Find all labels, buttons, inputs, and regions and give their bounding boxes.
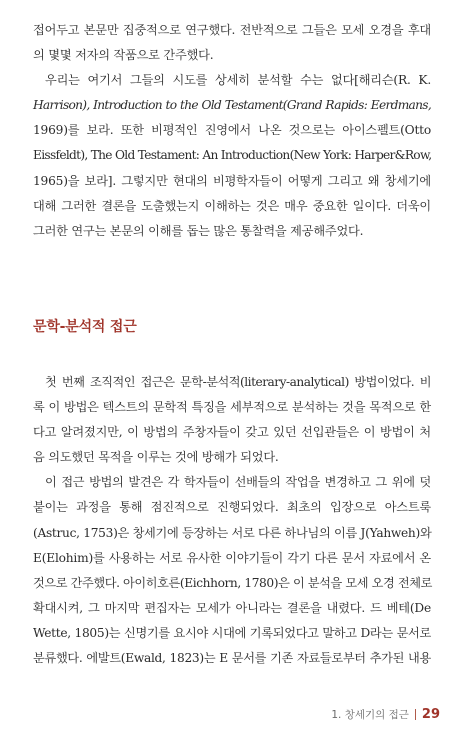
text-line: 이 접근 방법의 발견은 각 학자들이 선배들의 작업을 변경하고 그 위에 덧 (45, 475, 431, 490)
text-line: 분류했다. 에발트(Ewald, 1823)는 E 문서를 기존 자료들로부터 추가된 내용 (33, 651, 431, 666)
text-line: 1965)을 보라]. 그렇지만 현대의 비평학자들이 어떻게 그리고 왜 창세기에 (33, 173, 431, 188)
text-line: 것으로 간주했다. 아이히호른(Eichhorn, 1780)은 이 분석을 모세 오경 전체로 (33, 575, 432, 590)
text-line: 확대시켜, 그 마지막 편집자는 모세가 아니라는 결론을 내렸다. 드 베테(De (33, 600, 431, 615)
text-line: 1969)를 보라. 또한 비평적인 진영에서 나온 것으로는 아이스펠트(Otto (33, 123, 431, 138)
page-number: 29 (421, 707, 440, 722)
text-line: 접어두고 본문만 집중적으로 연구했다. 전반적으로 그들은 모세 오경을 후대 (33, 23, 431, 37)
page-footer (331, 707, 440, 722)
text-line: Wette, 1805)는 신명기를 요시야 시대에 기록되었다고 말하고 D라는 문서로 (33, 625, 431, 640)
text-line: 첫 번째 조직적인 접근은 문학-분석적(literary-analytical) 방법이었다. 비 (45, 375, 431, 389)
text-line: E(Elohim)를 사용하는 서로 유사한 이야기들이 각기 다른 문서 자료에서 온 (33, 550, 431, 565)
chapter-title: 1. 창세기의 접근 (331, 709, 409, 721)
text-line: 다고 알려졌지만, 이 방법의 주창자들이 갖고 있던 선입관들은 이 방법이 처 (33, 425, 431, 440)
text-line: 우리는 여기서 그들의 시도를 상세히 분석할 수는 없다[해리슨(R. K. (45, 73, 431, 88)
text-line: (Astruc, 1753)은 창세기에 등장하는 서로 다른 하나님의 이름 J(Yahweh)와 (33, 525, 432, 540)
text-line: 대해 그러한 결론을 도출했는지 이해하는 것은 매우 중요한 일이다. 더욱이 (33, 198, 431, 213)
footer-divider (415, 709, 416, 720)
text-line: 붙이는 과정을 통해 점진적으로 진행되었다. 최초의 입장으로 아스트룩 (33, 500, 431, 515)
intro-paragraphs (33, 18, 431, 244)
section-heading: 문학-분석적 접근 (33, 319, 137, 335)
text-line: Harrison), Introduction to the Old Testament(Grand Rapids: Eerdmans, (33, 98, 431, 113)
text-line: 록 이 방법은 텍스트의 문학적 특징을 세부적으로 분석하는 것을 목적으로 한 (33, 400, 431, 415)
text-line: 그러한 연구는 본문의 이해를 돕는 많은 통찰력을 제공해주었다. (33, 223, 364, 238)
body-paragraphs (33, 370, 431, 671)
text-line: Eissfeldt), The Old Testament: An Introduction(New York: Harper&Row, (33, 148, 432, 163)
text-line: 음 의도했던 목적을 이루는 것에 방해가 되었다. (33, 450, 279, 465)
text-line: 의 몇몇 저자의 작품으로 간주했다. (33, 48, 214, 63)
